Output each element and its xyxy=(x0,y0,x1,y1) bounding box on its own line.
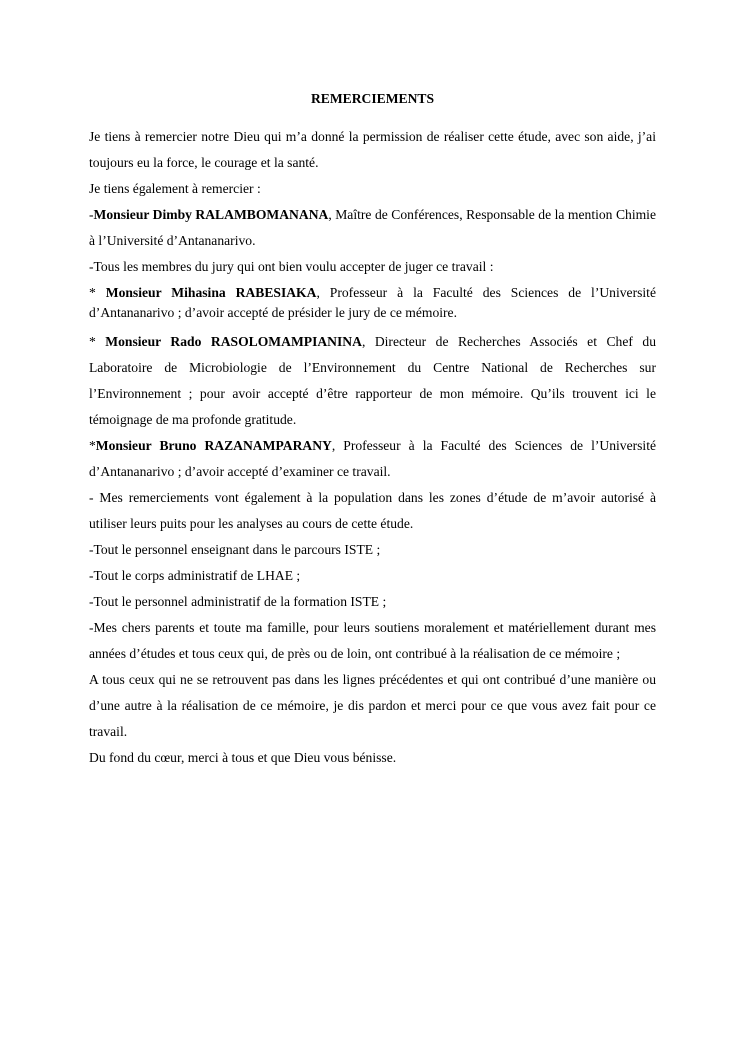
bullet-prefix: * xyxy=(89,438,96,453)
bullet-prefix: - xyxy=(89,207,94,222)
person-description: , Professeur à la Faculté des Sciences de l’Université d’Antananarivo ; d’avoir accepté de présider le jury de ce mémoire. xyxy=(89,285,656,320)
paragraph-jury: -Tous les membres du jury qui ont bien voulu accepter de juger ce travail : xyxy=(89,259,494,274)
paragraph-others: A tous ceux qui ne se retrouvent pas dans les lignes précédentes et qui ont contribué d’une manière ou d’une autre à la réalisation de ce mémoire, je dis pardon et merci pour ce que vous avez fait pour ce travail. xyxy=(89,672,656,739)
person-description: , Maître de Conférences, Responsable de la mention Chimie à l’Université d’Antananarivo. xyxy=(89,207,656,248)
person-name: Monsieur Mihasina RABESIAKA xyxy=(105,285,317,300)
person-name: Monsieur Bruno RAZANAMPARANY xyxy=(95,438,332,453)
person-description: , Professeur à la Faculté des Sciences de l’Université d’Antananarivo ; d’avoir accepté d’examiner ce travail. xyxy=(89,438,657,479)
paragraph-ralambomanana xyxy=(89,202,656,254)
page-title: REMERCIEMENTS xyxy=(310,91,435,106)
paragraph-razanamparany xyxy=(89,433,656,485)
document-body xyxy=(89,124,656,771)
paragraph-closing: Du fond du cœur, merci à tous et que Dieu vous bénisse. xyxy=(89,750,397,765)
paragraph-rabesiaka xyxy=(89,283,656,323)
paragraph-thanks-god: Je tiens à remercier notre Dieu qui m’a donné la permission de réaliser cette étude, avec son aide, j’ai toujours eu la force, le courage et la santé. xyxy=(89,129,656,170)
person-description: , Directeur de Recherches Associés et Chef du Laboratoire de Microbiologie de l’Environnement du Centre National de Recherches sur l’Environnement ; pour avoir accepté d’être rapporteur de mon mémoire. Qu’ils trouvent ici le témoignage de ma profonde gratitude. xyxy=(89,334,656,427)
bullet-prefix: * xyxy=(89,285,106,300)
bullet-prefix: * xyxy=(89,334,106,349)
paragraph-population: - Mes remerciements vont également à la population dans les zones d’étude de m’avoir autorisé à utiliser leurs puits pour les analyses au cours de cette étude. xyxy=(89,490,656,531)
paragraph-intro: Je tiens également à remercier : xyxy=(89,181,261,196)
paragraph-family: -Mes chers parents et toute ma famille, pour leurs soutiens moralement et matériellement durant mes années d’études et tous ceux qui, de près ou de loin, ont contribué à la réalisation de ce mémoire ; xyxy=(89,620,656,661)
paragraph-admin-staff: -Tout le personnel administratif de la formation ISTE ; xyxy=(89,594,387,609)
person-name: Monsieur Dimby RALAMBOMANANA xyxy=(93,207,329,222)
paragraph-lhae: -Tout le corps administratif de LHAE ; xyxy=(89,568,301,583)
person-name: Monsieur Rado RASOLOMAMPIANINA xyxy=(105,334,362,349)
paragraph-rasolomampianina xyxy=(89,329,656,433)
paragraph-teaching-staff: -Tout le personnel enseignant dans le parcours ISTE ; xyxy=(89,542,381,557)
